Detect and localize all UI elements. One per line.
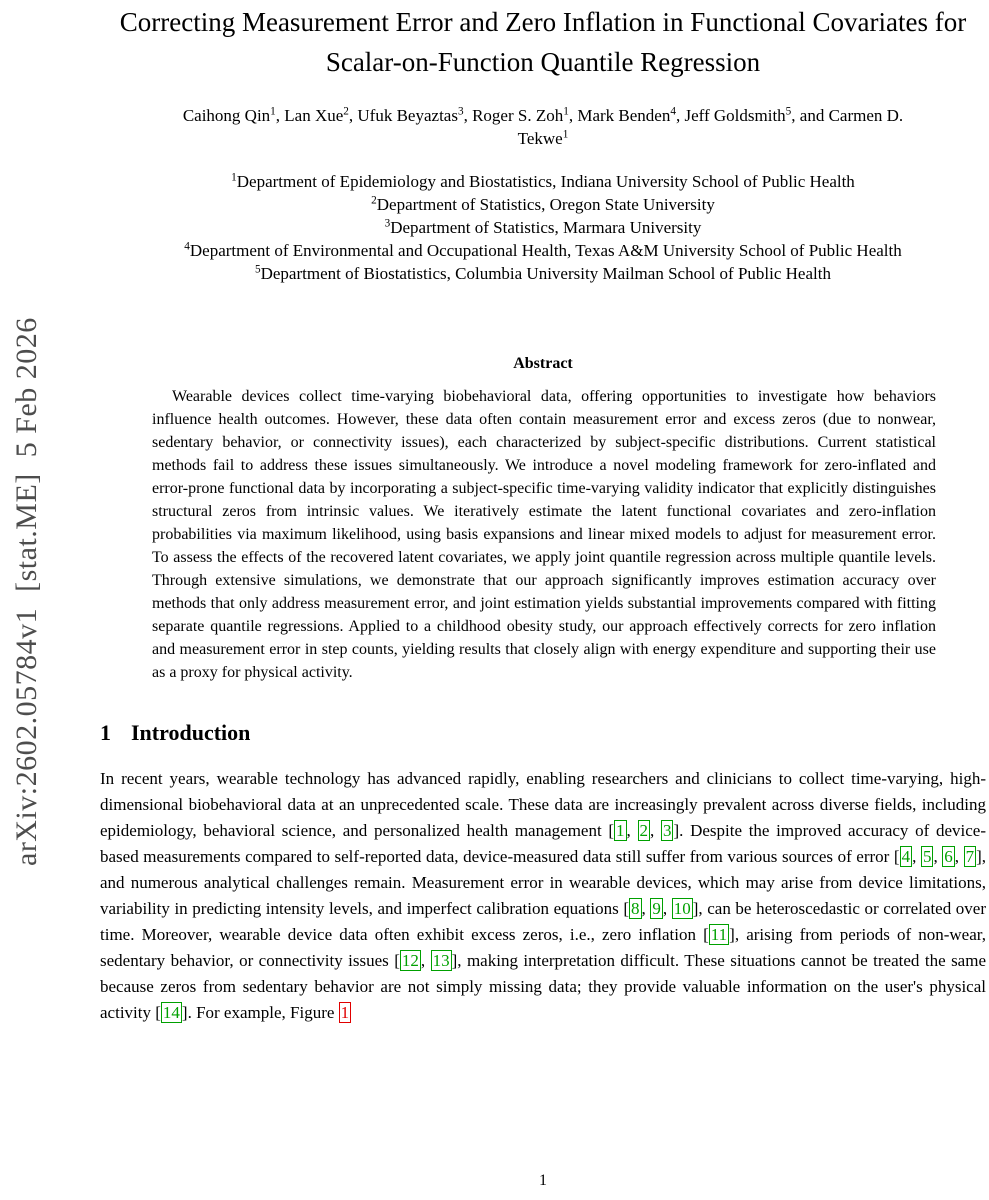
abstract-text: Wearable devices collect time-varying biobehavioral data, offering opportunities to investigate how behaviors influence health outcomes. However, these data often contain measurement error and excess zeros (due to nonwear, sedentary behavior, or connectivity issues), each characterized by subject-specific distributions. Current statistical methods fail to address these issues simultaneously. We introduce a novel modeling framework for zero-inflated and error-prone functional data by incorporating a subject-specific time-varying validity indicator that explicitly distinguishes structural zeros from intrinsic values. We iteratively estimate the latent functional covariates and zero-inflation probabilities via maximum likelihood, using basis expansions and linear mixed models to adjust for measurement error. To assess the effects of the recovered latent covariates, we apply joint quantile regression across multiple quantile levels. Through extensive simulations, we demonstrate that our approach significantly improves estimation accuracy over methods that only address measurement error, and joint estimation yields substantial improvements compared with fitting separate quantile regressions. Applied to a childhood obesity study, our approach effectively corrects for zero inflation and measurement error in step counts, yielding results that closely align with energy expenditure and supporting their use as a proxy for physical activity. — [152, 388, 936, 681]
citation-14[interactable]: 14 — [162, 1003, 180, 1022]
affiliation-text: Department of Statistics, Marmara University — [390, 218, 702, 237]
affiliation-line — [100, 170, 986, 193]
section-number: 1 — [100, 720, 111, 745]
affiliation-superscript: 3 — [384, 217, 391, 230]
citation-11[interactable]: 11 — [710, 925, 728, 944]
affiliation-block — [100, 170, 986, 285]
affiliation-superscript: 1 — [231, 171, 237, 184]
superscript-marker: 1 — [270, 105, 276, 118]
citation-4[interactable]: 4 — [901, 847, 911, 866]
section-title: Introduction — [131, 720, 251, 745]
superscript-marker: 1 — [562, 128, 569, 141]
author-line-2: Tekwe$^1$ — [517, 128, 569, 148]
superscript-marker: 5 — [785, 105, 792, 118]
citation-13[interactable]: 13 — [432, 951, 450, 970]
paper-content — [100, 0, 986, 1200]
paper-title: Correcting Measurement Error and Zero Inflation in Functional Covariates for Scalar-on-Function Quantile Regression — [119, 7, 967, 77]
citation-1[interactable]: 1 — [616, 821, 625, 840]
section-heading-introduction — [100, 720, 986, 746]
affiliation-text: Department of Biostatistics, Columbia University Mailman School of Public Health — [260, 264, 831, 283]
citation-8[interactable]: 8 — [631, 899, 640, 918]
affiliation-superscript: 4 — [184, 240, 190, 253]
citation-7[interactable]: 7 — [965, 847, 975, 866]
citation-3[interactable]: 3 — [662, 821, 672, 840]
introduction-paragraph: In recent years, wearable technology has advanced rapidly, enabling researchers and clinicians to collect time-varying, high-dimensional biobehavioral data at an unprecedented scale. These data are increasingly prevalent across diverse fields, including epidemiology, behavioral science, and personalized health management [ 1 , 2 , 3 ]. Despite the improved accuracy of device-based measurements compared to self-reported data, device-measured data still suffer from various sources of error [ 4 , 5 , 6 , 7 ], and numerous analytical challenges remain. Measurement error in wearable devices, which may arise from device limitations, variability in predicting intensity levels, and imperfect calibration equations [ 8 , 9 , 10 ], can be heteroscedastic or correlated over time. Moreover, wearable device data often exhibit excess zeros, i.e., zero inflation [ 11 ], arising from periods of non-wear, sedentary behavior, or connectivity issues [ 12 , 13 ], making interpretation difficult. These situations cannot be treated the same because zeros from sedentary behavior are not simply missing data; they provide valuable information on the user's physical activity [ 14 ]. For example, Figure 1 — [100, 769, 987, 1022]
superscript-marker: 4 — [670, 105, 676, 118]
affiliation-superscript: 5 — [255, 263, 261, 276]
affiliation-text: Department of Statistics, Oregon State University — [376, 195, 715, 214]
citation-10[interactable]: 10 — [673, 899, 691, 918]
affiliation-superscript: 2 — [371, 194, 377, 207]
affiliation-line — [100, 193, 986, 216]
affiliation-line — [100, 239, 986, 262]
author-line-1: Caihong Qin$^1$, Lan Xue$^2$, Ufuk Beyaztas$^3$, Roger S. Zoh$^1$, Mark Benden$^4$, Jeff Goldsmith$^5$, and Carmen D. — [182, 105, 904, 125]
affiliation-line — [100, 216, 986, 239]
citation-6[interactable]: 6 — [944, 847, 953, 866]
superscript-marker: 3 — [457, 105, 464, 118]
citation-12[interactable]: 12 — [401, 951, 419, 970]
citation-5[interactable]: 5 — [922, 847, 932, 866]
abstract-heading: Abstract — [513, 355, 573, 372]
affiliation-text: Department of Environmental and Occupational Health, Texas A&M University School of Public Health — [189, 241, 902, 260]
page-number: 1 — [539, 1172, 547, 1189]
arxiv-watermark: arXiv:2602.05784v1 [stat.ME] 5 Feb 2026 — [10, 317, 43, 866]
superscript-marker: 1 — [563, 105, 569, 118]
affiliation-text: Department of Epidemiology and Biostatistics, Indiana University School of Public Health — [236, 172, 855, 191]
author-block — [100, 104, 986, 150]
citation-2[interactable]: 2 — [639, 821, 648, 840]
affiliation-line — [100, 262, 986, 285]
figure-1-ref[interactable]: 1 — [340, 1003, 350, 1022]
superscript-marker: 2 — [343, 105, 349, 118]
citation-9[interactable]: 9 — [652, 899, 661, 918]
